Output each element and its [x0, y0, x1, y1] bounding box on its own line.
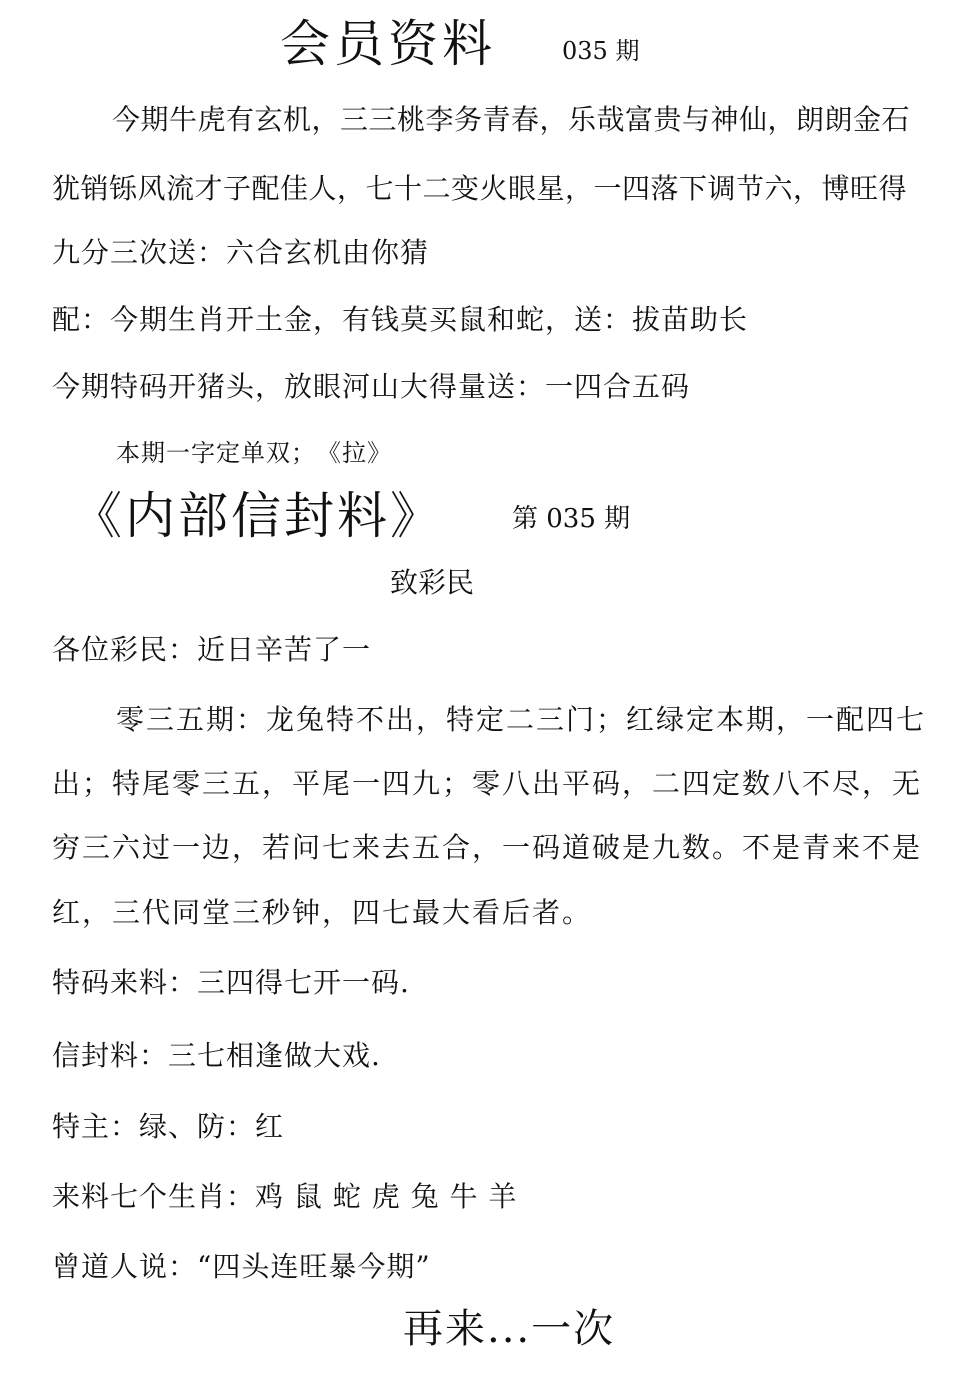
recipient-line: 致彩民	[390, 566, 475, 599]
member-issue-number: 035 期	[562, 37, 640, 65]
envelope-issue-number: 第 035 期	[512, 504, 631, 534]
color-line: 特主：绿、防：红	[52, 1110, 285, 1143]
closing-line: 再来...一次	[403, 1306, 616, 1352]
zodiac-line: 来料七个生肖：鸡 鼠 蛇 虎 兔 牛 羊	[52, 1180, 518, 1213]
envelope-title: 《内部信封料》	[72, 487, 443, 545]
poem-line-4: 红，三代同堂三秒钟，四七最大看后者。	[52, 896, 593, 929]
member-line-6: 本期一字定单双； 《拉》	[116, 439, 392, 467]
member-line-4: 配：今期生肖开土金，有钱莫买鼠和蛇，送：拔苗助长	[52, 303, 749, 336]
member-line-2: 犹销铄风流才子配佳人，七十二变火眼星，一四落下调节六，博旺得	[52, 172, 908, 205]
greeting-line: 各位彩民：近日辛苦了一	[52, 633, 372, 666]
quote-line: 曾道人说：“四头连旺暴今期”	[52, 1250, 431, 1283]
poem-line-3: 穷三六过一边，若问七来去五合，一码道破是九数。不是青来不是	[52, 831, 923, 864]
member-line-3: 九分三次送：六合玄机由你猜	[52, 236, 430, 269]
poem-line-2: 出；特尾零三五，平尾一四九；零八出平码，二四定数八不尽，无	[52, 767, 923, 800]
member-line-1: 今期牛虎有玄机，三三桃李务青春，乐哉富贵与神仙，朗朗金石	[112, 103, 911, 136]
envelope-material-line: 信封料：三七相逢做大戏.	[52, 1039, 381, 1072]
poem-line-1: 零三五期：龙兔特不出，特定二三门；红绿定本期，一配四七	[116, 703, 927, 736]
member-line-5: 今期特码开猪头，放眼河山大得量送：一四合五码	[52, 370, 691, 403]
special-code-line: 特码来料：三四得七开一码.	[52, 966, 410, 999]
member-title: 会员资料	[280, 15, 496, 73]
